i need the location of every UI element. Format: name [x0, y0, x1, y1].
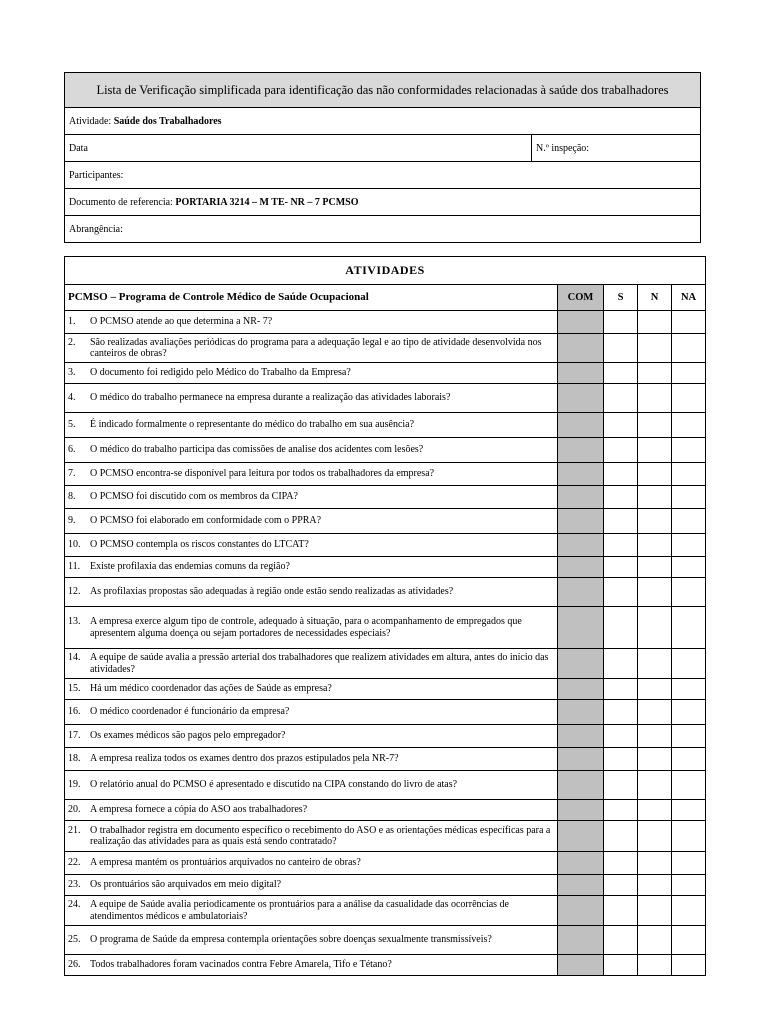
answer-n-cell[interactable]: [638, 649, 672, 679]
question-number: 23.: [68, 879, 81, 891]
question-cell: [65, 649, 558, 679]
question-text: Os prontuários são arquivados em meio digital?: [90, 879, 282, 891]
answer-s-cell[interactable]: [604, 649, 638, 679]
answer-n-cell[interactable]: [638, 509, 672, 534]
question-text: A empresa realiza todos os exames dentro dos prazos estipulados pela NR-7?: [90, 753, 399, 765]
answer-n-cell[interactable]: [638, 384, 672, 413]
table-row: [65, 771, 706, 800]
answer-na-cell[interactable]: [672, 486, 706, 509]
answer-s-cell[interactable]: [604, 800, 638, 821]
answer-s-cell[interactable]: [604, 438, 638, 463]
answer-com-cell[interactable]: [558, 725, 604, 748]
table-row: [65, 852, 706, 875]
answer-com-cell[interactable]: [558, 700, 604, 725]
answer-n-cell[interactable]: [638, 363, 672, 384]
question-number: 16.: [68, 706, 81, 718]
question-number: 4.: [68, 392, 76, 404]
answer-com-cell[interactable]: [558, 384, 604, 413]
answer-n-cell[interactable]: [638, 334, 672, 363]
answer-com-cell[interactable]: [558, 578, 604, 607]
question-text: As profilaxias propostas são adequadas à região onde estão sendo realizadas as atividades?: [90, 586, 454, 598]
abrangencia-field: Abrangência:: [65, 216, 701, 243]
answer-s-cell[interactable]: [604, 463, 638, 486]
answer-s-cell[interactable]: [604, 852, 638, 875]
answer-com-cell[interactable]: [558, 748, 604, 771]
table-row: [65, 384, 706, 413]
answer-n-cell[interactable]: [638, 463, 672, 486]
question-text: O médico do trabalho permanece na empresa durante a realização das atividades laborais?: [90, 392, 451, 404]
answer-s-cell[interactable]: [604, 509, 638, 534]
question-text: O PCMSO contempla os riscos constantes do LTCAT?: [90, 539, 309, 551]
answer-s-cell[interactable]: [604, 413, 638, 438]
question-cell: [65, 896, 558, 926]
table-row: [65, 463, 706, 486]
question-number: 25.: [68, 934, 81, 946]
table-row: [65, 557, 706, 578]
answer-na-cell[interactable]: [672, 363, 706, 384]
question-number: 12.: [68, 586, 81, 598]
question-text: O relatório anual do PCMSO é apresentado e discutido na CIPA constando do livro de atas?: [90, 779, 458, 791]
table-row: [65, 700, 706, 725]
question-cell: [65, 578, 558, 607]
answer-na-cell[interactable]: [672, 771, 706, 800]
answer-com-cell[interactable]: [558, 896, 604, 926]
answer-com-cell[interactable]: [558, 334, 604, 363]
col-s: S: [604, 285, 638, 311]
answer-n-cell[interactable]: [638, 557, 672, 578]
answer-n-cell[interactable]: [638, 821, 672, 852]
question-number: 6.: [68, 444, 76, 456]
table-row: [65, 896, 706, 926]
table-row: [65, 509, 706, 534]
answer-n-cell[interactable]: [638, 852, 672, 875]
question-number: 13.: [68, 616, 81, 627]
answer-com-cell[interactable]: [558, 534, 604, 557]
question-cell: [65, 955, 558, 976]
answer-n-cell[interactable]: [638, 679, 672, 700]
answer-s-cell[interactable]: [604, 363, 638, 384]
answer-com-cell[interactable]: [558, 509, 604, 534]
col-n: N: [638, 285, 672, 311]
question-cell: [65, 311, 558, 334]
documento-label: Documento de referencia:: [69, 196, 176, 208]
answer-na-cell[interactable]: [672, 649, 706, 679]
answer-s-cell[interactable]: [604, 955, 638, 976]
answer-na-cell[interactable]: [672, 800, 706, 821]
question-number: 22.: [68, 857, 81, 869]
question-number: 11.: [68, 561, 81, 573]
answer-s-cell[interactable]: [604, 486, 638, 509]
answer-com-cell[interactable]: [558, 771, 604, 800]
question-number: 26.: [68, 959, 81, 971]
answer-s-cell[interactable]: [604, 557, 638, 578]
section-heading: PCMSO – Programa de Controle Médico de Saúde Ocupacional: [65, 285, 558, 311]
answer-na-cell[interactable]: [672, 852, 706, 875]
question-cell: [65, 557, 558, 578]
answer-com-cell[interactable]: [558, 413, 604, 438]
answer-n-cell[interactable]: [638, 896, 672, 926]
question-text: A empresa fornece a cópia do ASO aos trabalhadores?: [90, 804, 308, 816]
question-number: 15.: [68, 683, 81, 695]
answer-s-cell[interactable]: [604, 607, 638, 649]
question-text: É indicado formalmente o representante do médico do trabalho em sua ausência?: [90, 419, 415, 431]
answer-n-cell[interactable]: [638, 700, 672, 725]
question-text: A empresa exerce algum tipo de controle, adequado à situação, para o acompanhamento de empregados que apresentem alguma doença ou sejam portadores de necessidades especiais?: [90, 616, 522, 639]
question-text: O PCMSO foi discutido com os membros da CIPA?: [90, 491, 298, 503]
table-row: [65, 534, 706, 557]
answer-n-cell[interactable]: [638, 875, 672, 896]
question-cell: [65, 463, 558, 486]
answer-na-cell[interactable]: [672, 509, 706, 534]
answer-s-cell[interactable]: [604, 926, 638, 955]
table-row: [65, 926, 706, 955]
answer-com-cell[interactable]: [558, 607, 604, 649]
table-row: [65, 649, 706, 679]
atividades-title: ATIVIDADES: [65, 257, 706, 285]
table-row: [65, 955, 706, 976]
atividade-label: Atividade:: [69, 115, 114, 127]
question-cell: [65, 413, 558, 438]
question-text: O PCMSO foi elaborado em conformidade com o PPRA?: [90, 515, 322, 527]
question-text: A empresa mantém os prontuários arquivados no canteiro de obras?: [90, 857, 361, 869]
answer-na-cell[interactable]: [672, 955, 706, 976]
data-field: Data: [65, 135, 532, 162]
answer-na-cell[interactable]: [672, 384, 706, 413]
question-cell: [65, 384, 558, 413]
answer-s-cell[interactable]: [604, 748, 638, 771]
answer-na-cell[interactable]: [672, 607, 706, 649]
question-number: 24.: [68, 899, 81, 910]
answer-na-cell[interactable]: [672, 875, 706, 896]
participantes-field: Participantes:: [65, 162, 701, 189]
answer-s-cell[interactable]: [604, 578, 638, 607]
question-number: 7.: [68, 468, 76, 480]
answer-n-cell[interactable]: [638, 607, 672, 649]
question-number: 10.: [68, 539, 81, 551]
answer-na-cell[interactable]: [672, 679, 706, 700]
question-number: 9.: [68, 515, 76, 527]
question-number: 1.: [68, 316, 76, 328]
question-text: O médico coordenador é funcionário da empresa?: [90, 706, 290, 718]
answer-n-cell[interactable]: [638, 748, 672, 771]
documento-value: PORTARIA 3214 – M TE- NR – 7 PCMSO: [175, 196, 359, 208]
question-text: A equipe de Saúde avalia periodicamente os prontuários para a análise da casualidade das ocorrências de atendimentos médicos e ambulatoriais?: [90, 899, 509, 922]
question-cell: [65, 821, 558, 852]
answer-na-cell[interactable]: [672, 725, 706, 748]
answer-com-cell[interactable]: [558, 649, 604, 679]
question-cell: [65, 852, 558, 875]
question-text: O PCMSO encontra-se disponível para leitura por todos os trabalhadores da empresa?: [90, 468, 435, 480]
question-cell: [65, 509, 558, 534]
question-number: 3.: [68, 367, 76, 379]
table-row: [65, 875, 706, 896]
checklist-title: Lista de Verificação simplificada para identificação das não conformidades relacionadas à saúde dos trabalhadores: [65, 73, 701, 108]
answer-s-cell[interactable]: [604, 821, 638, 852]
question-number: 19.: [68, 779, 81, 791]
answer-s-cell[interactable]: [604, 896, 638, 926]
answer-n-cell[interactable]: [638, 800, 672, 821]
question-text: Os exames médicos são pagos pelo empregador?: [90, 730, 286, 742]
question-text: O médico do trabalho participa das comissões de analise dos acidentes com lesões?: [90, 444, 424, 456]
answer-na-cell[interactable]: [672, 334, 706, 363]
table-row: [65, 800, 706, 821]
answer-com-cell[interactable]: [558, 821, 604, 852]
table-row: [65, 438, 706, 463]
col-na: NA: [672, 285, 706, 311]
answer-na-cell[interactable]: [672, 438, 706, 463]
question-text: Existe profilaxia das endemias comuns da região?: [90, 561, 290, 573]
answer-na-cell[interactable]: [672, 463, 706, 486]
answer-com-cell[interactable]: [558, 800, 604, 821]
answer-na-cell[interactable]: [672, 926, 706, 955]
answer-s-cell[interactable]: [604, 534, 638, 557]
answer-com-cell[interactable]: [558, 955, 604, 976]
answer-s-cell[interactable]: [604, 700, 638, 725]
answer-n-cell[interactable]: [638, 311, 672, 334]
answer-n-cell[interactable]: [638, 534, 672, 557]
inspection-header-table: [64, 72, 701, 243]
col-com: COM: [558, 285, 604, 311]
atividade-value: Saúde dos Trabalhadores: [113, 115, 222, 127]
answer-na-cell[interactable]: [672, 557, 706, 578]
answer-s-cell[interactable]: [604, 679, 638, 700]
answer-com-cell[interactable]: [558, 438, 604, 463]
question-number: 21.: [68, 824, 81, 836]
question-text: São realizadas avaliações periódicas do programa para a adequação legal e ao tipo de atividade desenvolvida nos canteiros de obras?: [90, 336, 542, 359]
answer-com-cell[interactable]: [558, 557, 604, 578]
table-row: [65, 363, 706, 384]
answer-na-cell[interactable]: [672, 413, 706, 438]
question-cell: [65, 679, 558, 700]
answer-na-cell[interactable]: [672, 578, 706, 607]
documento-field: [65, 189, 701, 216]
table-row: [65, 578, 706, 607]
answer-com-cell[interactable]: [558, 875, 604, 896]
answer-com-cell[interactable]: [558, 926, 604, 955]
answer-s-cell[interactable]: [604, 334, 638, 363]
question-number: 8.: [68, 491, 76, 503]
answer-na-cell[interactable]: [672, 700, 706, 725]
answer-n-cell[interactable]: [638, 438, 672, 463]
answer-na-cell[interactable]: [672, 821, 706, 852]
table-row: [65, 607, 706, 649]
question-cell: [65, 607, 558, 649]
table-row: [65, 725, 706, 748]
answer-com-cell[interactable]: [558, 679, 604, 700]
answer-n-cell[interactable]: [638, 413, 672, 438]
answer-s-cell[interactable]: [604, 384, 638, 413]
answer-na-cell[interactable]: [672, 534, 706, 557]
table-row: [65, 311, 706, 334]
question-cell: [65, 771, 558, 800]
question-number: 5.: [68, 419, 76, 431]
question-cell: [65, 486, 558, 509]
table-row: [65, 413, 706, 438]
question-number: 20.: [68, 804, 81, 816]
question-text: A equipe de saúde avalia a pressão arterial dos trabalhadores que realizem atividades em altura, antes do início das atividades?: [90, 652, 549, 675]
question-text: O PCMSO atende ao que determina a NR- 7?: [90, 316, 273, 328]
answer-na-cell[interactable]: [672, 748, 706, 771]
answer-s-cell[interactable]: [604, 771, 638, 800]
answer-n-cell[interactable]: [638, 926, 672, 955]
question-cell: [65, 438, 558, 463]
question-text: O programa de Saúde da empresa contempla orientações sobre doenças sexualmente transmissíveis?: [90, 934, 492, 946]
question-text: O documento foi redigido pelo Médico do Trabalho da Empresa?: [90, 367, 351, 379]
answer-na-cell[interactable]: [672, 896, 706, 926]
answer-com-cell[interactable]: [558, 363, 604, 384]
question-cell: [65, 875, 558, 896]
question-number: 17.: [68, 730, 81, 742]
answer-n-cell[interactable]: [638, 486, 672, 509]
answer-com-cell[interactable]: [558, 852, 604, 875]
table-row: [65, 679, 706, 700]
answer-n-cell[interactable]: [638, 578, 672, 607]
question-cell: [65, 800, 558, 821]
answer-com-cell[interactable]: [558, 311, 604, 334]
question-cell: [65, 926, 558, 955]
question-cell: [65, 700, 558, 725]
answer-com-cell[interactable]: [558, 463, 604, 486]
question-number: 14.: [68, 652, 81, 663]
question-cell: [65, 334, 558, 363]
question-text: Há um médico coordenador das ações de Saúde as empresa?: [90, 683, 332, 695]
checklist-items: [65, 311, 706, 976]
atividade-field: [65, 108, 701, 135]
question-cell: [65, 725, 558, 748]
question-text: O trabalhador registra em documento específico o recebimento do ASO e as orientações médicas específicas para a realização das atividades para as quais está sendo contratado?: [90, 824, 551, 847]
answer-s-cell[interactable]: [604, 875, 638, 896]
answer-n-cell[interactable]: [638, 771, 672, 800]
inspecao-field: N.º inspeção:: [532, 135, 701, 162]
answer-na-cell[interactable]: [672, 311, 706, 334]
answer-com-cell[interactable]: [558, 486, 604, 509]
question-text: Todos trabalhadores foram vacinados contra Febre Amarela, Tifo e Tétano?: [90, 959, 392, 971]
answer-n-cell[interactable]: [638, 725, 672, 748]
question-cell: [65, 363, 558, 384]
table-row: [65, 821, 706, 852]
checklist-table: [64, 256, 706, 976]
question-cell: [65, 534, 558, 557]
table-row: [65, 334, 706, 363]
table-row: [65, 486, 706, 509]
answer-s-cell[interactable]: [604, 311, 638, 334]
question-cell: [65, 748, 558, 771]
answer-n-cell[interactable]: [638, 955, 672, 976]
answer-s-cell[interactable]: [604, 725, 638, 748]
table-row: [65, 748, 706, 771]
question-number: 18.: [68, 753, 81, 765]
question-number: 2.: [68, 336, 76, 348]
